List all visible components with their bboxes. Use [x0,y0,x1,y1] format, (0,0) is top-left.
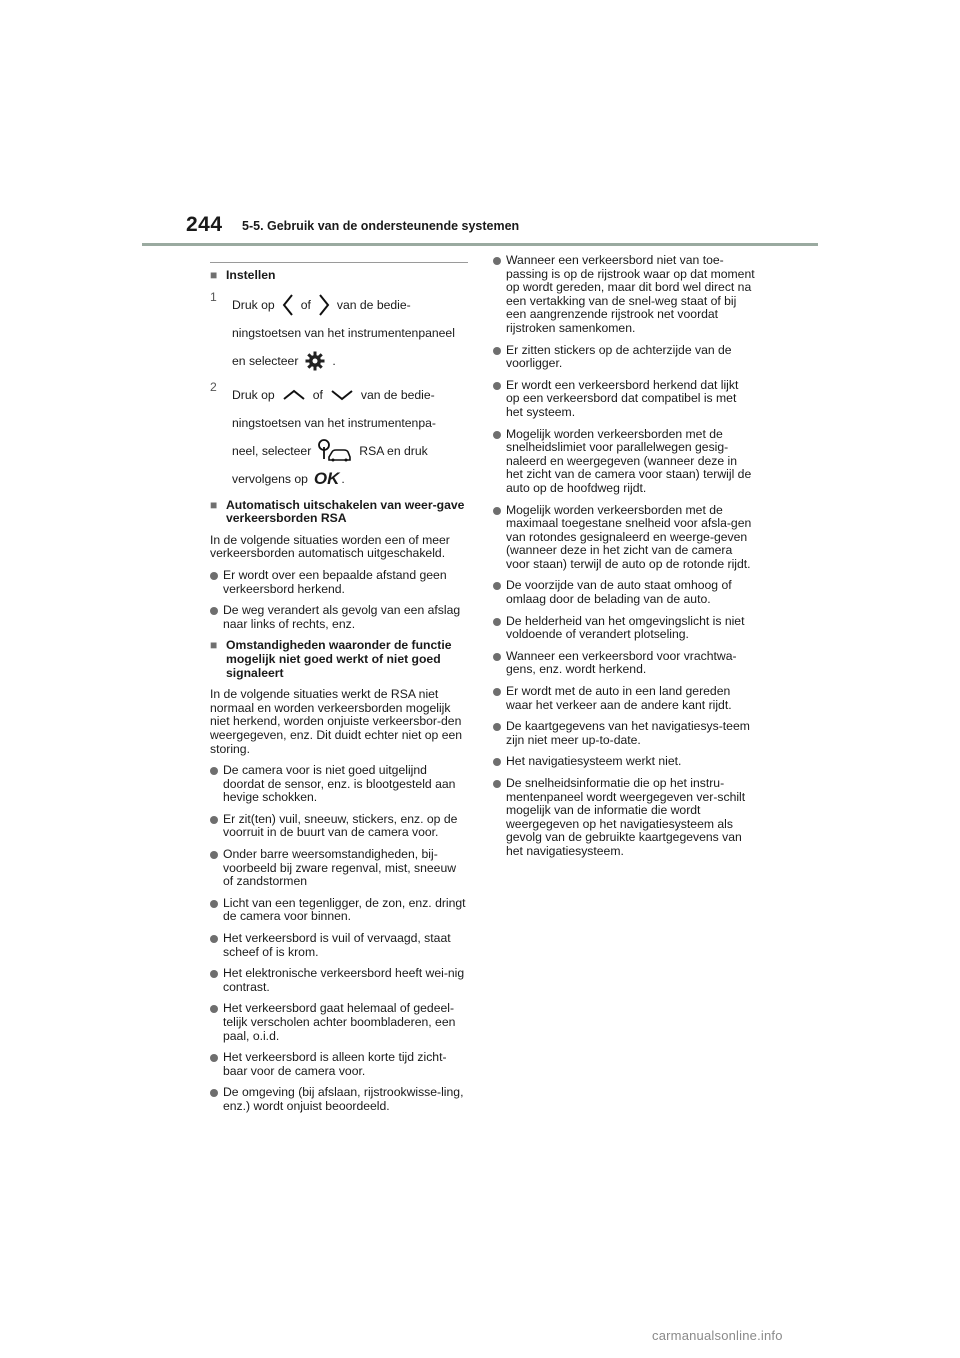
list-item [493,755,755,769]
list-item [210,897,468,924]
left-column [210,262,468,1122]
bullet-dot-icon [210,1089,218,1097]
list-item [493,344,755,371]
list-item-text: Het verkeersbord is alleen korte tijd zicht-baar voor de camera voor. [223,1050,447,1078]
list-item-text: Er zitten stickers op de achterzijde van de voorligger. [506,342,732,371]
step-text: of [312,387,323,402]
list-item-text: De snelheidsinformatie die op het instru-mentenpaneel wordt weergegeven ver-schilt mogelijk van de informatie die wordt weergegeven op het navigatiesysteem als gevolg van de gebruikte kaartgegevens van het navigatiesysteem. [506,776,746,858]
list-item-text: Onder barre weersomstandigheden, bij-voorbeeld bij zware regenval, mist, sneeuw of zandstormen [223,847,457,889]
list-item [210,1051,468,1078]
page-number: 244 [186,213,223,236]
step-text: . [341,471,345,486]
section-divider [210,262,468,263]
watermark: carmanualsonline.info [652,1328,783,1343]
list-item [493,254,755,336]
bullet-dot-icon [210,900,218,908]
step-line [232,465,468,493]
step-line [232,409,468,437]
step-line [232,347,468,375]
bullet-dot-icon [210,767,218,775]
step-text: vervolgens op [232,471,308,486]
ok-icon: OK [313,468,340,488]
bullet-list [210,569,468,631]
heading-text: Instellen [226,268,276,282]
list-item-text: Het verkeersbord is vuil of vervaagd, staat scheef of is krom. [223,931,451,959]
list-item [210,813,468,840]
step-text: ningstoetsen van het instrumentenpa- [232,415,436,430]
bullet-dot-icon [493,723,501,731]
list-item [210,604,468,631]
chevron-up-icon [282,389,306,401]
list-item [210,932,468,959]
list-item [210,1086,468,1113]
step-body [232,381,468,493]
bullet-dot-icon [493,618,501,626]
list-item-text: Er zit(ten) vuil, sneeuw, stickers, enz. op de voorruit in de buurt van de camera voor. [223,811,458,840]
step-text: RSA en druk [359,443,428,458]
section-title: 5-5. Gebruik van de ondersteunende systemen [242,219,520,233]
gear-icon [305,351,325,371]
step-text: neel, selecteer [232,443,312,458]
list-item [493,685,755,712]
list-item-text: Er wordt met de auto in een land gereden waar het verkeer aan de andere kant rijdt. [506,684,732,712]
chevron-left-icon [282,293,294,317]
step-line [232,291,468,319]
step-body [232,291,468,375]
paragraph: In de volgende situaties worden een of meer verkeersborden automatisch uitgeschakeld. [210,532,450,561]
heading-automatisch-uitschakelen [210,499,468,526]
list-item [210,848,468,889]
step-text: . [332,353,336,368]
step-text: van de bedie- [336,297,411,312]
heading-omstandigheden [210,639,468,680]
bullet-dot-icon [493,582,501,590]
list-item-text: Het elektronische verkeersbord heeft wei-nig contrast. [223,966,465,994]
step-text: van de bedie- [360,387,435,402]
bullet-dot-icon [493,758,501,766]
list-item [493,379,755,420]
list-item-text: Het navigatiesysteem werkt niet. [506,754,682,769]
list-item-text: De voorzijde van de auto staat omhoog of omlaag door de belading van de auto. [506,578,732,607]
heading-text: Automatisch uitschakelen van weer-gave verkeersborden RSA [226,497,465,526]
bullet-dot-icon [493,688,501,696]
bullet-dot-icon [493,507,501,515]
step-line [232,381,468,409]
list-item [493,428,755,496]
bullet-dot-icon [493,347,501,355]
step-text: Druk op [232,297,275,312]
list-item [493,579,755,606]
chevron-right-icon [318,293,330,317]
list-item [493,777,755,859]
list-item-text: De weg verandert als gevolg van een afslag naar links of rechts, enz. [223,603,461,631]
step-line [232,437,468,465]
right-column [493,254,755,867]
list-item [210,764,468,805]
list-item-text: Er wordt over een bepaalde afstand geen verkeersbord herkend. [223,567,447,596]
bullet-dot-icon [493,431,501,439]
list-item-text: Licht van een tegenligger, de zon, enz. dringt de camera voor binnen. [223,895,466,924]
step-text: ningstoetsen van het instrumentenpaneel [232,325,455,340]
list-item [493,650,755,677]
bullet-dot-icon [210,607,218,615]
list-item [210,569,468,596]
list-item-text: De helderheid van het omgevingslicht is niet voldoende of verandert plotseling. [506,613,745,642]
heading-instellen [210,269,468,283]
bullet-dot-icon [210,935,218,943]
square-bullet-icon: ■ [210,497,218,512]
road-sign-car-icon [318,439,352,463]
bullet-list [493,254,755,859]
bullet-dot-icon [493,780,501,788]
list-item-text: Er wordt een verkeersbord herkend dat lijkt op een verkeersbord dat compatibel is met het systeem. [506,377,739,419]
bullet-dot-icon [210,851,218,859]
bullet-dot-icon [493,653,501,661]
bullet-dot-icon [210,1005,218,1013]
step-text: en selecteer [232,353,299,368]
step-number: 2 [210,379,217,394]
square-bullet-icon: ■ [210,638,218,653]
list-item-text: Mogelijk worden verkeersborden met de snelheidslimiet voor parallelwegen gesig-naleerd en weergegeven (wanneer deze in het zicht van de camera voor staan) terwijl de auto op de hoofdweg rijdt. [506,426,752,495]
bullet-dot-icon [210,1054,218,1062]
list-item-text: Wanneer een verkeersbord voor vrachtwa-gens, enz. wordt herkend. [506,648,737,677]
step-line [232,319,468,347]
bullet-dot-icon [493,382,501,390]
heading-text: Omstandigheden waaronder de functie mogelijk niet goed werkt of niet goed signaleert [226,638,452,680]
bullet-dot-icon [210,572,218,580]
bullet-dot-icon [493,257,501,265]
list-item-text: De camera voor is niet goed uitgelijnd doordat de sensor, enz. is blootgesteld aan hevige schokken. [223,763,456,805]
step-text: Druk op [232,387,275,402]
list-item-text: Wanneer een verkeersbord niet van toe-passing is op de rijstrook waar op dat moment op wordt gereden, maar dit bord wel direct na een vertakking van de snel-weg staat of bij een aangrenzende rijstrook net voordat rijstroken samenkomen. [506,253,755,335]
step-1 [210,291,468,375]
chevron-down-icon [330,389,354,401]
list-item-text: Het verkeersbord gaat helemaal of gedeel-telijk verscholen achter boombladeren, een paal, o.i.d. [223,1001,456,1043]
list-item-text: De kaartgegevens van het navigatiesys-teem zijn niet meer up-to-date. [506,719,750,747]
list-item [210,967,468,994]
header-divider [142,243,818,246]
bullet-list [210,764,468,1113]
paragraph: In de volgende situaties werkt de RSA niet normaal en worden verkeersborden mogelijk niet herkend, worden onjuiste verkeersbor-den weergegeven, enz. Dit duidt echter niet op een storing. [210,687,463,756]
step-number: 1 [210,289,217,304]
step-2 [210,381,468,493]
step-text: of [300,297,311,312]
bullet-dot-icon [210,970,218,978]
list-item-text: De omgeving (bij afslaan, rijstrookwisse-ling, enz.) wordt onjuist beoordeeld. [223,1085,464,1113]
list-item [493,504,755,572]
list-item [210,1002,468,1043]
list-item [493,615,755,642]
list-item [493,720,755,747]
bullet-dot-icon [210,816,218,824]
square-bullet-icon: ■ [210,268,218,282]
list-item-text: Mogelijk worden verkeersborden met de maximaal toegestane snelheid voor afsla-gen van rotondes gesignaleerd en weerge-geven (wanneer deze in het zicht van de camera voor staan) terwijl de auto op de rotonde rijdt. [506,502,752,571]
